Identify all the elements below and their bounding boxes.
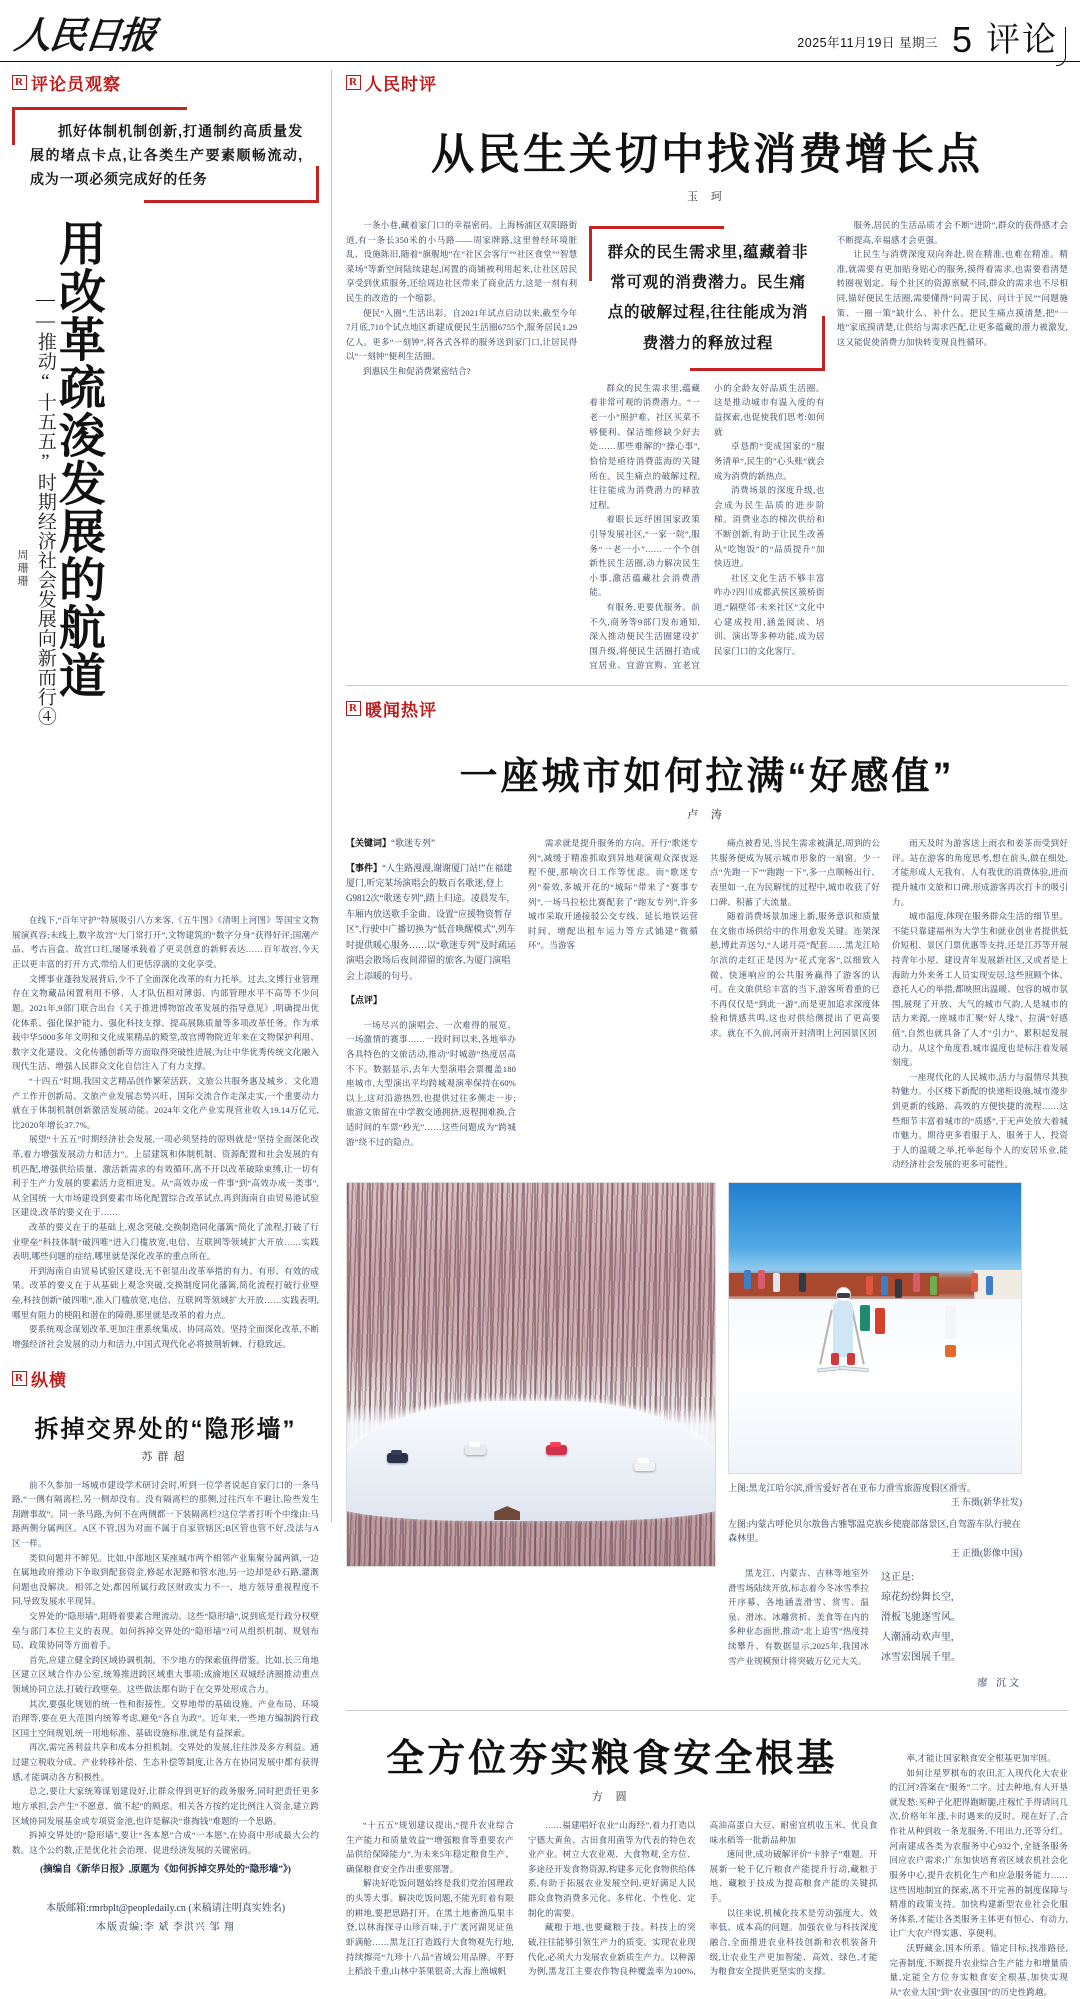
shiping-top-row: [346, 218, 1068, 673]
car-icon: [546, 1445, 567, 1455]
nuanwen-row: [346, 836, 1068, 1172]
page-body: [0, 62, 1080, 1997]
paragraph: 首先,应建立健全跨区域协调机制。不少地方的探索值得借鉴。比如,长三角地区建立区域合作办公室,统筹推进跨区域重大事项;成渝地区双城经济圈推动重点领域协同立法,打破行政壁垒。这些做法都有助于在交界处形成合力。: [12, 1654, 320, 1695]
paragraph: 需求就是提升服务的方向。开行“歌迷专列”,减缓于精准抓取到异地观演观众深夜返程不便,那响次日工作等忧虑。而“歌迷专列”奏效,多城开花的“城际”带来了“赛事专列”,一场马拉松比赛配套了“跑友专列”,许多城市采取开通接驳公交专线、延长地铁运营时间、增配出租车运力等方式铺建“微循环”。当游客: [528, 838, 698, 951]
liangshi-main: [346, 1721, 878, 1999]
paragraph: 改革的要义在于的基础上,观念突破,交换制造同化藩篱“简化了流程,打破了行业壁垒”科技体制“破四唯”进入门槛放宽,电信、互联网等领域扩大开放……实践表明,哪些问题的症结,哪里就是深化改革的重点所在。: [12, 1222, 319, 1262]
paragraph: 总之,要让大家统筹谋划建设好,让群众得到更好的政务服务,同时把责任更多地方承担,会产生“不愿意、做不起”的顾虑。相关各方按约定比例注入资金,建立跨区域协同发展基金或专项资金池,也许是解决“谁掏钱”难题的一个思路。: [12, 1786, 319, 1826]
crowd-figure: [866, 1276, 873, 1295]
comment-label: 【点评】: [346, 995, 383, 1006]
paragraph: 着眼长远纾困国家政策引导发展社区,“一家一院”,服务“一老一小”……一个个创新性民生活圈,动力解决民生小事,激活蕴藏社会消费潜能。: [589, 514, 700, 598]
car-icon: [387, 1453, 408, 1463]
masthead-right: [797, 18, 1066, 61]
photo-ski-artwork: [729, 1183, 1021, 1473]
snow-note-wrap: [728, 1566, 869, 1694]
skier-body: [833, 1301, 853, 1357]
paragraph: 以往来说,机械化技术是劳动强度大、效率低、成本高的问题。加强农业与科技深度融合,全面推进农业科技创新和农机装备升级,让农业生产更加智能、高效、绿色,才能为粮食安全提供更坚实的支撑。: [709, 1907, 878, 1977]
keyword-label: 【关键词】: [346, 838, 392, 849]
crowd-figure: [945, 1345, 956, 1357]
left-footer: [12, 1875, 319, 1937]
poem-wrap: [881, 1566, 1022, 1694]
photo-caption-1: [728, 1481, 1022, 1510]
nuanwen-col-1: [346, 836, 516, 1172]
paragraph: 类似问题并不鲜见。比如,中部地区某座城市两个相邻产业集聚分属两镇,一边在属地政府推动下争取到配套资金,修起水泥路和管水池,另一边却是砂石路,灌溉问题也没解决。相邻之处,都因所属行政区财政实力不一、地方领导重视程度不同,导致发展水平现异。: [12, 1552, 320, 1607]
page-section-name: 评论: [986, 25, 1066, 56]
paragraph: 群众的民生需求里,蕴藏着非常可观的消费潜力。“一老一小”照护难、社区买菜不够便利、保洁维修缺少好去处……那些难解的“操心事”,恰恰是亟待消费蓝海的关键所在。民生痛点的破解过程,往往能成为消费潜力的释放过程。: [589, 382, 700, 510]
nuanwen-col-4: [892, 836, 1068, 1172]
car-icon: [634, 1461, 655, 1471]
paragraph: 交界处的“隐形墙”,阻碍着要素合理流动。这些“隐形墙”,说到底是行政分权壁垒与部门本位主义的表现。如何拆掉交界处的“隐形墙”?可从组织机制、规划布局、政策协同等方面着手。: [12, 1611, 319, 1651]
crowd-figure: [930, 1276, 937, 1295]
skier-boot: [847, 1353, 855, 1365]
article-title-nuanwen: 一座城市如何拉满“好感值”: [459, 756, 955, 799]
paragraph: 其次,要强化规划的统一性和衔接性。交界地带的基础设施、产业布局、环境治理等,要在更大范围内统筹考虑,避免“各自为政”。近年来,一些地方编制跨行政区国土空间规划,统一用地标准、基础设施标准,就是有益探索。: [12, 1698, 319, 1738]
paragraph: 卓恳酌“变成国家的”服务清单“,民生的”心头账“就会成为消费的新热点。: [714, 441, 825, 481]
photo-right-column: [728, 1182, 1022, 1694]
nuanwen-col-3: [710, 836, 880, 1172]
issue-date: 2025年11月19日 星期三: [797, 36, 938, 50]
page-title: 用改革疏浚发展的航道: [52, 219, 106, 700]
snownote-poem-row: [728, 1566, 1022, 1694]
section-badge-renminshiping: [346, 70, 1068, 95]
paragraph: 解决好吃饭问题始终是我们党治国理政的头等大事。解决吃饭问题,不能光盯着有限的耕地,要把思路打开。在黑土地畜渔瓜果丰登,以林海探寻山珍百味,于广袤河湖见证鱼虾满舱……黑龙江打造践行大食物观先行地,持续擦亮“九珍十八品”省域公用品牌。平野上稻浪千重,山林中茶果银奇,大海上渔城帆: [346, 1878, 514, 1977]
crowd-figure: [773, 1273, 780, 1292]
article-body-shiping-a: [346, 218, 577, 379]
photo-snow-forest-road: [346, 1182, 716, 1567]
liangshi-row: [346, 1721, 1068, 1999]
caption-text: 左图:内蒙古呼伦贝尔敖鲁古雅鄂温克族乡使鹿部落景区,自驾游车队行驶在森林里。: [728, 1518, 1021, 1544]
crowd-figure: [895, 1279, 902, 1298]
skier-goggles: [837, 1293, 850, 1298]
car-icon: [465, 1445, 486, 1455]
section-badge-pinglunyuan: [12, 70, 319, 95]
article-title-zongheng: 拆掉交界处的“隐形墙”: [34, 1415, 297, 1443]
section-badge-nuanwenreping: [346, 696, 1068, 721]
r-mark-icon: R: [346, 75, 361, 90]
article-body-zongheng: [12, 1478, 319, 1858]
editors-line: 本版责编:李 斌 李洪兴 邹 翔: [96, 1922, 235, 1934]
pullquote-box-left: [12, 107, 319, 203]
crowd-figure: [945, 1305, 956, 1339]
skier-boot: [831, 1353, 839, 1365]
article-body-nuanwen-a: [346, 1018, 516, 1149]
r-mark-icon: R: [12, 75, 27, 90]
crowd-figure: [799, 1273, 806, 1292]
keyword-value: “歌迷专列”: [391, 838, 436, 849]
paragraph: 前不久参加一场城市建设学术研讨会时,听到一位学者说起自家门口的一条马路,“一侧有隔离栏,另一侧却没有。没有隔离栏的那侧,过往汽车不避让,险些发生刮蹭事故”。同一条马路,为何不在两侧都一下装隔离栏?这位学者打听个中缘由:马路两侧分属两区。A区不管,因为对面不属于自家管辖区;B区管也管不好,没法与A区一样。: [12, 1479, 319, 1548]
photo-row: [346, 1182, 1068, 1694]
paragraph: 服务,居民的生活品质才会不断“进阶”,群众的获得感才会不断提高,幸福感才会更强。: [836, 220, 1068, 245]
r-mark-icon: R: [346, 701, 361, 716]
paragraph: 展望“十五五”时期经济社会发展,一项必须坚持的原则就是“坚持全面深化改革,着力增强发展动力和活力”。上层建筑和体制机制、资源配置和社会发展的有机匹配,增强供给质量、激活新需求的有效循环,离不开以改革破除束缚,让一切有利于生产力发展的要素活力竞相迸发。从“高效办成一件事”到“高效办成一类事”,从全国统一大市场建设到要素市场化配置综合改革试点,再到海南自由贸易港试验区建设,改革的要义在于……: [12, 1134, 319, 1218]
poem-line: 人潮涌动欢声里,: [881, 1632, 954, 1644]
paragraph: 开到海南自由贸易试验区建设,无不彰显出改革举措的有力、有形、有效的成果。改革的要义在于从基础上观念突破,交换制度同化藩篱,简化流程打破行业壁垒,科技创新“破四唯”,准入门槛放宽,电信、互联网等领域扩大开放……实践表明,哪里有阻力的梗阻和潜在的障碍,那里就是改革的着力点。: [12, 1265, 319, 1320]
article-author-nuanwen: 卢 涛: [687, 809, 727, 822]
pullquote-text: 抓好体制机制创新,打通制约高质量发展的堵点卡点,让各类生产要素顺畅流动,成为一项必须完成好的任务: [30, 123, 303, 188]
crowd-figure: [875, 1308, 885, 1334]
article-title-shiping: 从民生关切中找消费增长点: [431, 131, 983, 179]
comment-block: [346, 993, 516, 1008]
photo-caption-2: [728, 1517, 1022, 1560]
snow-note-text: [728, 1566, 869, 1668]
section-badge-label: 人民时评: [365, 75, 437, 94]
paragraph: “十五五”规划建议提出,“提升农业综合生产能力和质量效益”“增强粮食等重要农产品供给保障能力”,为未来5年稳定粮食生产、确保粮食安全作出重要部署。: [346, 1820, 514, 1874]
article-body-liangshi-a: [346, 1818, 878, 1979]
paragraph: 率,才能让国家粮食安全根基更加牢固。: [906, 1753, 1056, 1764]
poem-block: [881, 1568, 1022, 1694]
poem-lead: 这正是:: [881, 1572, 914, 1584]
article-author-shiping: 玉 珂: [687, 191, 727, 203]
mailbox-line: 本版邮箱:rmrbplt@peopledaily.cn (来稿请注明真实姓名): [45, 1903, 286, 1915]
paragraph: 雨天及时为游客送上雨衣和姜茶而受到好评。站在游客的角度思考,想在前头,做在细处,才能形成人无我有、人有我优的消费体验,进而提升城市文旅和口碑,形成游客再次打卡的吸引力。: [892, 838, 1068, 907]
article-title-liangshi: 全方位夯实粮食安全根基: [386, 1738, 838, 1781]
liangshi-side: [890, 1721, 1069, 1999]
article-body-shiping-b: [589, 381, 824, 673]
article-body-nuanwen-d: [892, 836, 1068, 1172]
section-badge-label: 暖闻热评: [365, 701, 437, 721]
event-text: “人生路漫漫,谢谢厦门站!”在福建厦门,听完某场演唱会的数百名歌迷,登上G9812次“歌迷专列”,踏上归途。凌晨发车,车厢内放送歌手金曲、设置“应援物资暂存区”,行驶中广播切换为“低音唤醒模式”,列车时提供暖心服务……以“歌迷专列”及时疏运演唱会散场后夜间滞留的旅客,为厦门演唱会上添暖的句号。: [346, 862, 516, 981]
source-note: (摘编自《新华日报》,原题为《如何拆掉交界处的“隐形墙”》): [40, 1865, 291, 1876]
article-author-zongheng: 苏群超: [141, 1450, 190, 1463]
poem-author: 廖 沉文: [977, 1678, 1022, 1690]
main-skier-figure: [825, 1287, 861, 1379]
paragraph: 沃野藏金,国本所系。锚定目标,找准路径,完善制度,不断提升农业综合生产能力和增量质量,定能全方位夯实粮食安全根基,加快实现从“农业大国”到“农业强国”的历史性跨越。: [889, 1942, 1068, 1997]
section-badge-label: 评论员观察: [31, 75, 121, 94]
crowd-figure: [881, 1276, 888, 1295]
caption-credit: 王 正摄(影像中国): [950, 1547, 1022, 1558]
page-number: 5: [951, 18, 972, 60]
paragraph: 让民生与消费深度双向奔赴,贵在精准,也难在精准。精准,就需要有更加贴身贴心的服务,摸得着需求,也需要看清楚转圈视划定。每个社区的资源禀赋不同,群众的需求也不尽相同,锚好便民生活圈,需要懂得“问需于民、问计于民”“问题施策、一圈一策”缺什么、补什么。把民生痛点摸清楚,把“一地”家底摸清楚,让供给与需求匹配,让更多蕴藏的潜力被激发,这又能促使消费力加快转变现良性循环。: [836, 249, 1068, 347]
crowd-figure: [744, 1270, 751, 1289]
r-mark-icon: R: [12, 1371, 27, 1386]
section-badge-zongheng: [12, 1366, 319, 1391]
shiping-quote-wrap: [589, 218, 824, 673]
paragraph: 藏粮于地,也要藏粮于技。科技上的突破,往往能够引领生产力的质变。实现农业现代化,必须大力发展农业新质生产力。以种源为例,黑龙江主要农作物良种覆盖率为100%,高油高蛋白大豆、耐密宜机收玉米、优良食味水稻等一批新品种加: [527, 1820, 878, 1977]
crowd-figure: [971, 1273, 978, 1292]
article-body-shiping-c: [837, 218, 1068, 349]
pullquote-box-shiping: [589, 226, 824, 371]
paragraph: 一场尽兴的演唱会、一次难得的展览、一场激情的赛事……一段时间以来,各地举办各具特色的文旅活动,推动“时城游”热度居高不下。数据显示,去年大型演唱会票覆盖180座城市,大型演出平均跨城观演率保持在60%以上,这对沿游热烈,也提供过往多侧走一步;旅游文旅留在中学教交通拥挤,返程拥难换,合适时间的车票“秒光”……这些问题成为“跨城游”绕不过的隐点。: [346, 1019, 516, 1147]
paragraph: 如何让星罗棋布的农田,汇入现代化大农业的江河?答案在“服务”二字。过去种地,有人开垦就发愁:买种子化肥得跑断腿,庄稼忙手得请问几次,价格年年涨,卡时遇来的反时。现在好了,合作社从种到收一条龙服务,不用出力,还等分红。河南建成各类为农服务中心932个,全链条服务回应农户需求;广东加快培育省区域农机社会化服务中心,提升农机化生产和应急服务能力……这些因地制宜的探索,离不开完善的制度保障与精准的政策支持。加快构建新型农业社会化服务体系,才能让各类服务主体更有恒心、有动力,让广大农户得实惠、享便利。: [889, 1767, 1068, 1939]
paragraph: 一座现代化的人民城市,活力与温情尽其独特魅力。小区楼下新配的快递柜设施,城市漫步到更新的线路、高效的方便快捷的流程……这些细节丰富着城市的“质感”,于无声处放大着城市魅力。期待更多看服于人、服务于人、投资于人的温暖之举,托举起每个人的安居乐业,能动经济社会发展的更多可能性。: [892, 1071, 1068, 1170]
paragraph: 便民“入圈”,生活出彩。自2021年试点启动以来,截至今年7月底,710个试点地区新建成便民生活圈6755个,服务居民1.29亿人。更多“一刻钟”,将各式各样的服务送到家门口,让居民得以“一刻钟”便利生活圈。: [346, 307, 578, 362]
photo-forest-artwork: [347, 1183, 715, 1566]
photo-skiers: [728, 1182, 1022, 1474]
section-badge-label: 纵横: [31, 1370, 67, 1390]
event-label: 【事件】: [346, 862, 383, 873]
nuanwen-col-2: [528, 836, 698, 1172]
poem-line: 滑板飞驰逐雪风。: [881, 1612, 961, 1624]
paragraph: 到惠民生和促消费紧密结合?: [363, 366, 471, 377]
crowd-figure: [986, 1276, 993, 1295]
poem-line: 琼花纷纷舞长空,: [881, 1592, 954, 1604]
paragraph: 一条小巷,藏着家门口的幸福密码。上海杨浦区双阳路街道,有一条长350米的小马路——周家牌路,这里曾经环境脏乱、设施陈旧,随着“旗舰地”在“社区会客厅”“社区食堂”“智慧菜场”等新空间陆续建起,闲置的商铺被利用起来,让社区居民享受到优质服务,还给周边社区带来了商业活力,这是一剂有利民生的改造的一个缩影。: [346, 220, 578, 304]
vertical-headline-block: [12, 219, 319, 909]
crowd-figure: [860, 1305, 870, 1331]
paragraph: 随着消费场景加速上新,服务意识和质量在文旅市场供给中的作用愈发关键。连架深悬,博此弄送匀,“人诺月亮”配套……黑龙江哈尔滨的走红正是因为“花式宠客”,以细致入微、快速响应的公共服务赢得了游客的认可。在文旅供给丰富的当下,游客所看重的已不再仅仅是“到此一游”,而是更加追求深度体验和情感共鸣,这也对供给侧提出了更高要求。就在不久前,河南开封清明上河园景区因: [710, 911, 880, 1038]
paragraph: 消费场景的深度升级,也会成为民生品质的进步阶梯。消费业态的梯次供给和不断创新,有助于让民生改善从“吃饱饭”的“品质提升”加快迈进。: [714, 485, 825, 569]
paragraph: 拆掉交界处的“隐形墙”,要让“各本愿”合成“一本愿”,在协商中形成最大公约数。这个公约数,正是优化社会治理、促进经济发展的关键密码。: [12, 1830, 319, 1855]
paragraph: 城市温度,体现在服务群众生活的细节里。不能只靠建福州为大学生和就业创业者提供低价短租、景区门票优惠等支持,还是江苏等开展持青年小屋、建设青年发展新社区,又或者是上海助力外来务工人员实现安居,这些照顾个体、意托人心的举措,都映照出温暖、包容的城市氛围,展现了开放、大气的城市气韵,人是城市的活力来源,一座城市汇聚“好人缘”、拉满“好感值”,自然也就具备了人才“引力”、累积起发展动力。从这个角度看,城市温度也是标注着发展刻度。: [892, 911, 1068, 1068]
divider: [346, 1710, 1068, 1711]
caption-credit: 王 东摄(新华社发): [950, 1497, 1022, 1508]
article-body-nuanwen-c: [710, 836, 880, 1041]
pullquote-text: 群众的民生需求里,蕴藏着非常可观的消费潜力。民生痛点的破解过程,往往能成为消费潜力的释放过程: [607, 244, 809, 352]
paragraph: 文博事业蓬勃发展背后,少不了全面深化改革的有力托举。过去,文博行业管理存在文物藏品闲置利用不够、人才队伍相对薄弱、内部管理水平不高等不少问题。2021年,9部门联合出台《关于推进博物馆改革发展的指导意见》,明确提出优化体系、强化保护能力、强化科技支撑、提高展陈质量等多项改革任务。作为承载中华5000多年文明和文化成果精品的殿堂,故宫博物院近年来在文物保护利用、数字文化建设、文化传播创新等方面取得突破性进展,为让中华优秀传统文化融入现代生活、增强人民群众文化自信注入了有力支撑。: [12, 973, 320, 1072]
paragraph: 再次,需完善利益共享和成本分担机制。交界处的发展,往往涉及多方利益。通过建立税收分成、产业转移补偿、生态补偿等制度,让各方在协同发展中都有获得感,才能调动各方积极性。: [12, 1742, 320, 1782]
page-subtitle: ——推动“十五五”时期经济社会发展向新而行④: [34, 289, 56, 727]
paragraph: “十四五”时期,我国文艺精品创作繁荣活跃、文旅公共服务惠及城乡、文化遗产工作开创新局、文旅产业发展态势兴旺、国际交流合作走深走实,一个重要动力就在于体制机制创新激活发展动能。2024年文化产业实现营业收入19.14万亿元,比2020年增长37.7%。: [12, 1075, 319, 1130]
divider: [346, 685, 1068, 686]
paragraph: 在线下,“百年守护”特展吸引八方来客,《五牛图》《清明上河图》等国宝文物展演真容;未线上,数字故宫“大门常打开”,文物建筑的“数字分身”获得好评;国潮产品、考古盲盒、故宫口红,屡屡承载着了更灵创意的新鲜表达……百年故宫,今天正以更丰富的打开方式,带给人们更恬淳漓的文化享受。: [12, 915, 319, 970]
crowd-figure: [913, 1273, 920, 1292]
right-column: [332, 70, 1068, 1997]
keyword-block: [346, 836, 516, 851]
event-block: [346, 861, 516, 985]
poem-line: 冰雪宏图展千里。: [881, 1652, 961, 1664]
article-body-pinglunyuan: [12, 913, 319, 1351]
crowd-figure: [758, 1270, 765, 1289]
paragraph: 速问世,成功破解评价“卡脖子”难题。开展新一轮千亿斤粮食产能提升行动,藏粮于地、藏粮于技成为提高粮食产能的关键抓手。: [709, 1849, 878, 1904]
paragraph: 黑龙江、内蒙古、吉林等地室外滑雪场陆续开放,标志着今冬冰雪季拉开序幕、各地涵盖滑雪、赏雪、温泉、滑冰、冰雕赏析、美食等在内的多种业态面世,推动“北上追雪”热度持续攀升、有数据显示,2025年,我国冰雪产业规模预计将突破万亿元大关。: [728, 1568, 869, 1666]
article-author-liangshi: 方 圆: [591, 1791, 632, 1804]
caption-text: 上图:黑龙江哈尔滨,滑雪爱好者在亚布力滑雪旅游度假区滑雪。: [728, 1483, 976, 1494]
left-column: [12, 70, 332, 1934]
article-body-nuanwen-b: [528, 836, 698, 953]
newspaper-logo: 人民日报: [12, 16, 157, 57]
paragraph: ……福建唱好农业“山海经”,着力打造以宁德大黄鱼、古田食用菌等为代表的特色农业产业。树立大农业观、大食物观,全方位、多途径开发食物资源,构建多元化食物供给体系,有助于拓展农业发展空间,更好满足人民群众食物消费多元化、多样化、个性化、定制化的需要。: [527, 1820, 696, 1918]
byline-author: 周珊珊: [16, 549, 28, 589]
shiping-col-3: [837, 218, 1068, 673]
paragraph: 社区文化生活不够丰富咋办?四川成都武侯区簇桥街道,“隔壁邻·未来社区”文化中心建成投用,涵盖阅读、培训、演出等多种功能,成为居民家门口的文化客厅。: [714, 572, 825, 656]
paragraph: 要系统观念谋划改革,更加注重系统集成、协同高效。坚持全面深化改革,不断增强经济社会发展的动力和活力,中国式现代化必将披荆斩棘、行稳致远。: [12, 1324, 320, 1349]
paragraph: 有服务,更要优服务。前不久,商务等9部门发布通知,深入推动便民生活圈建设扩围升级,将便民生活圈打造成宜居业、宜游宜购、宜老宜小的全龄友好品质生活圈。这是推动城市有温入度的有益探索,也促使我们思考:如何就: [589, 382, 825, 671]
shiping-col-1: [346, 218, 577, 673]
masthead: [0, 0, 1080, 62]
paragraph: 痛点被看见,当民生需求被满足,周到的公共服务便成为展示城市形象的一扇窗。少一点“先跑一下”“跑跑一下”,多一点顺畅出行、表里如一,在为民解忧的过程中,城市收获了好口碑、积蓄了大流量。: [710, 838, 880, 907]
ski-board: [839, 1366, 869, 1373]
article-body-liangshi-b: [890, 1721, 1069, 1999]
